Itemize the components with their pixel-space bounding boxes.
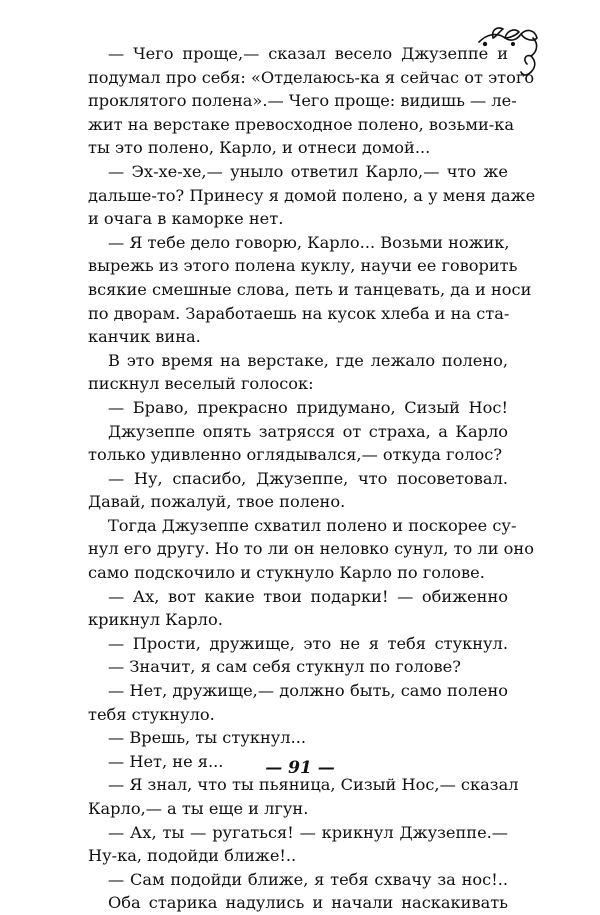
text-line: — Сам подойди ближе, я тебя схвачу за нос!.. — [108, 869, 508, 889]
text-line: проклятого полена».— Чего проще: видишь — ле- — [88, 91, 517, 111]
page-number: — 91 — — [265, 758, 335, 778]
text-line: В это время на верстаке, где лежало полено, — [108, 350, 508, 370]
text-line: и очага в каморке нет. — [88, 209, 284, 229]
text-line: — Я тебе дело говорю, Карло... Возьми ножик, — [108, 232, 510, 252]
text-line: — Врешь, ты стукнул... — [108, 728, 307, 748]
text-line: — Ах, вот какие твои подарки! — обиженно — [108, 586, 508, 606]
text-line: жит на верстаке превосходное полено, возьми-ка — [88, 114, 515, 134]
text-line: Оба старика надулись и начали наскакивать — [108, 893, 508, 913]
text-line: вырежь из этого полена куклу, научи ее говорить — [88, 256, 518, 276]
text-line: — Эх-хе-хе,— уныло ответил Карло,— что же — [108, 161, 508, 181]
text-line: тебя стукнуло. — [88, 704, 215, 724]
text-line: — Ах, ты — ругаться! — крикнул Джузеппе.— — [108, 822, 508, 842]
text-line: Давай, пожалуй, твое полено. — [88, 492, 346, 512]
text-line: нул его другу. Но то ли он неловко сунул, то ли оно — [88, 539, 534, 559]
page-text — [88, 42, 536, 915]
text-line: Джузеппе опять затрясся от страха, а Карло — [108, 421, 508, 441]
text-line: само подскочило и стукнуло Карло по голове. — [88, 563, 485, 583]
text-line: пискнул веселый голосок: — [88, 374, 314, 394]
text-line: — Нет, не я... — [108, 751, 224, 771]
text-line: ты это полено, Карло, и отнеси домой... — [88, 138, 431, 158]
text-line: — Значит, я сам себя стукнул по голове? — [108, 657, 461, 677]
text-line: Тогда Джузеппе схватил полено и поскорее су- — [108, 515, 517, 535]
text-line: канчик вина. — [88, 327, 201, 347]
text-line: — Нет, дружище,— должно быть, само полено — [108, 681, 508, 701]
text-line: Карло,— а ты еще и лгун. — [88, 799, 309, 818]
text-line: — Прости, дружище, это не я тебя стукнул. — [108, 633, 508, 653]
text-line: всякие смешные слова, петь и танцевать, да и носи — [88, 279, 532, 299]
text-line: Ну-ка, подойди ближе!.. — [88, 846, 297, 866]
text-line: — Чего проще,— сказал весело Джузеппе и — [108, 44, 508, 63]
text-line: — Браво, прекрасно придумано, Сизый Нос! — [108, 397, 508, 417]
text-line: — Ну, спасибо, Джузеппе, что посоветовал. — [108, 468, 508, 488]
text-line: — Я знал, что ты пьяница, Сизый Нос,— сказал — [108, 775, 519, 795]
text-line: по дворам. Заработаешь на кусок хлеба и на ста- — [88, 303, 510, 323]
text-line: крикнул Карло. — [88, 610, 223, 630]
text-line: подумал про себя: «Отделаюсь-ка я сейчас от этого — [88, 67, 535, 87]
text-line: дальше-то? Принесу я домой полено, а у меня даже — [88, 185, 536, 205]
text-line: только удивленно оглядывался,— откуда голос? — [88, 445, 503, 465]
